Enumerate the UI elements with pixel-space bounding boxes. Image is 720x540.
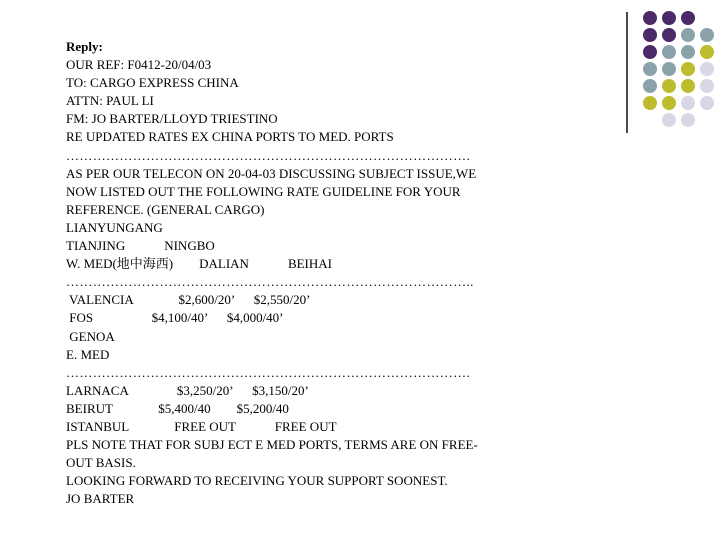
- document-line: TIANJING NINGBO: [66, 238, 215, 254]
- document-line: W. MED(地中海西) DALIAN BEIHAI: [66, 256, 332, 272]
- decorative-dot: [643, 62, 657, 76]
- document-line: AS PER OUR TELECON ON 20-04-03 DISCUSSING SUBJECT ISSUE,WE: [66, 165, 477, 181]
- decorative-dot: [643, 11, 657, 25]
- document-line: TO: CARGO EXPRESS CHINA: [66, 75, 239, 91]
- decorative-dot: [662, 45, 676, 59]
- document-body: [66, 38, 626, 508]
- document-line: FM: JO BARTER/LLOYD TRIESTINO: [66, 111, 278, 127]
- decorative-dot: [700, 28, 714, 42]
- decorative-dot: [643, 96, 657, 110]
- decorative-dot: [662, 62, 676, 76]
- decorative-dot: [681, 11, 695, 25]
- decorative-dot: [681, 79, 695, 93]
- decorative-dot: [700, 45, 714, 59]
- document-line: VALENCIA $2,600/20’ $2,550/20’: [66, 292, 311, 308]
- decorative-dot: [681, 96, 695, 110]
- document-line: PLS NOTE THAT FOR SUBJ ECT E MED PORTS, TERMS ARE ON FREE-: [66, 437, 478, 453]
- decorative-dot: [643, 28, 657, 42]
- decorative-dot: [662, 79, 676, 93]
- document-line: RE UPDATED RATES EX CHINA PORTS TO MED. PORTS: [66, 129, 394, 145]
- decorative-dot: [662, 11, 676, 25]
- decorative-divider-line: [626, 12, 628, 133]
- document-line: OUT BASIS.: [66, 455, 136, 471]
- reply-heading: Reply:: [66, 39, 103, 54]
- document-lines: [66, 56, 626, 508]
- decorative-dot: [681, 28, 695, 42]
- decorative-dot: [681, 45, 695, 59]
- decorative-dot: [700, 62, 714, 76]
- document-line: NOW LISTED OUT THE FOLLOWING RATE GUIDELINE FOR YOUR: [66, 183, 461, 199]
- document-line: LIANYUNGANG: [66, 219, 163, 235]
- decorative-dot: [662, 28, 676, 42]
- document-line: REFERENCE. (GENERAL CARGO): [66, 201, 265, 217]
- document-line: FOS $4,100/40’ $4,000/40’: [66, 310, 284, 326]
- document-line: GENOA: [66, 328, 115, 344]
- document-line: ISTANBUL FREE OUT FREE OUT: [66, 418, 337, 434]
- document-line: LOOKING FORWARD TO RECEIVING YOUR SUPPORT SOONEST.: [66, 473, 448, 489]
- document-line: ………………………………………………………………………………..: [66, 274, 474, 290]
- document-line: ATTN: PAUL LI: [66, 93, 154, 109]
- document-line: JO BARTER: [66, 491, 135, 507]
- decorative-dot: [643, 45, 657, 59]
- decorative-dot: [681, 113, 695, 127]
- decorative-dot: [662, 113, 676, 127]
- decorative-dot: [662, 96, 676, 110]
- decorative-dot: [681, 62, 695, 76]
- decorative-dot: [700, 96, 714, 110]
- document-line: BEIRUT $5,400/40 $5,200/40: [66, 400, 289, 416]
- document-line: ……………………………………………………………………………….: [66, 364, 471, 380]
- decorative-dot: [700, 79, 714, 93]
- document-line: LARNACA $3,250/20’ $3,150/20’: [66, 382, 309, 398]
- document-line: E. MED: [66, 346, 110, 362]
- decorative-dot: [643, 79, 657, 93]
- document-line: ……………………………………………………………………………….: [66, 147, 471, 163]
- document-line: OUR REF: F0412-20/04/03: [66, 57, 212, 73]
